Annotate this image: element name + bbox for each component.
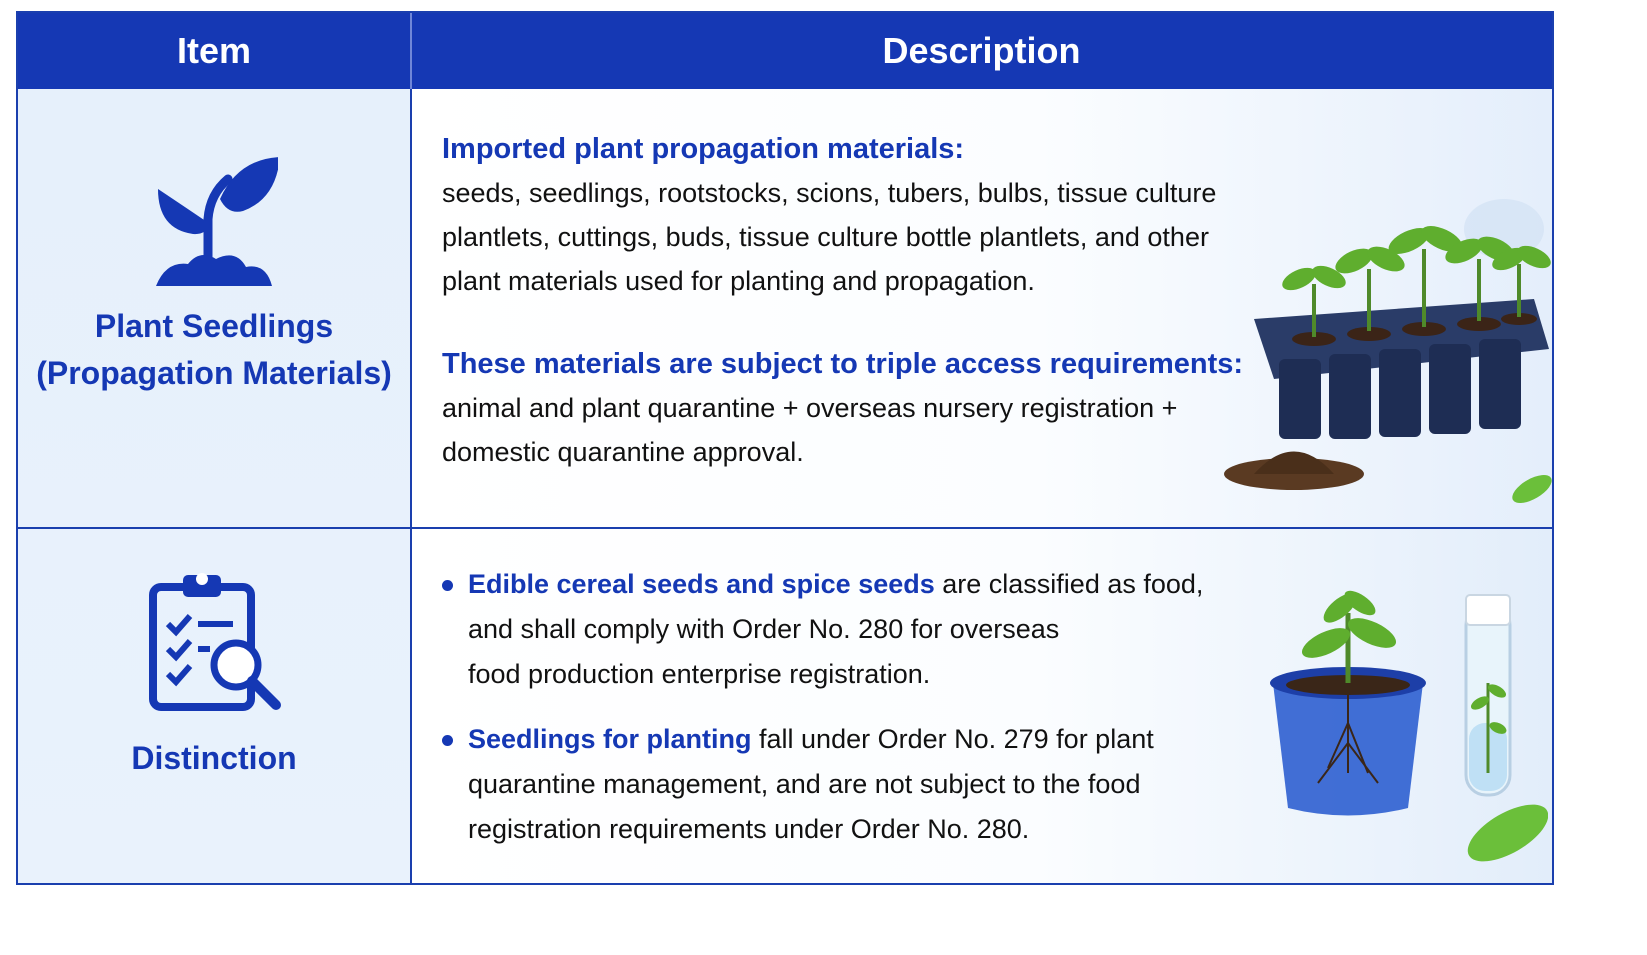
bullet2-line2: quarantine management, and are not subject to the food (468, 769, 1141, 799)
bullet1-emphasis: Edible cereal seeds and spice seeds (468, 569, 935, 599)
bullet-item (442, 562, 1203, 697)
bullet2-line1: fall under Order No. 279 for plant (751, 724, 1154, 754)
row-divider (18, 527, 1552, 529)
requirements-table (16, 11, 1554, 885)
clipboard-inspection-icon (148, 569, 288, 714)
bullet-dot (442, 735, 453, 746)
bullet1-line2: and shall comply with Order No. 280 for overseas (468, 614, 1060, 644)
row1-section2 (442, 342, 1243, 474)
bullet-dot (442, 580, 453, 591)
row1-text1-line1: seeds, seedlings, rootstocks, scions, tubers, bulbs, tissue culture (442, 178, 1217, 208)
bullet1-line3: food production enterprise registration. (468, 659, 931, 689)
header-item: Item (176, 30, 252, 71)
bullet1-line1: are classified as food, (934, 569, 1204, 599)
row1-heading1: Imported plant propagation materials: (442, 133, 965, 165)
header-description: Description (882, 30, 1081, 71)
row1-section1 (442, 127, 1216, 303)
seedling-tray-illustration (1214, 189, 1554, 519)
row1-text1-line2: plantlets, cuttings, buds, tissue culture bottle plantlets, and other (442, 222, 1209, 252)
bullet-item (442, 717, 1154, 852)
bullet2-emphasis: Seedlings for planting (468, 724, 752, 754)
item-label-distinction: Distinction (131, 740, 297, 776)
row1-text2-line1: animal and plant quarantine + overseas nursery registration + (442, 393, 1178, 423)
column-divider (410, 89, 412, 883)
row1-heading2: These materials are subject to triple access requirements: (442, 348, 1244, 380)
item-label-plant-seedlings: Plant Seedlings (94, 308, 334, 344)
table-header (18, 13, 1552, 89)
item-label-propagation-materials: (Propagation Materials) (36, 355, 392, 391)
seedling-icon (148, 149, 278, 289)
bullet2-line3: registration requirements under Order No. 280. (468, 814, 1030, 844)
potted-seedling-and-test-tube-illustration (1248, 573, 1548, 873)
row1-text1-line3: plant materials used for planting and propagation. (442, 266, 1035, 296)
row1-text2-line2: domestic quarantine approval. (442, 437, 804, 467)
